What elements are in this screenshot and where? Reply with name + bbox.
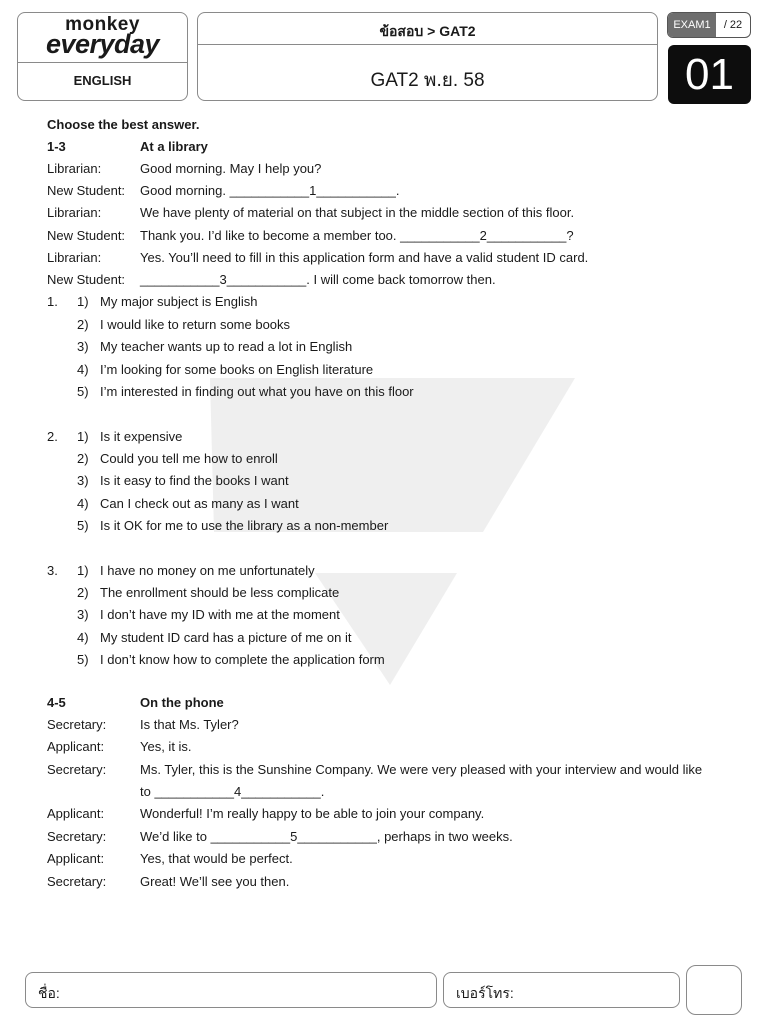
option-number: 4) (77, 362, 89, 377)
option-text: I’m interested in finding out what you have on this floor (100, 384, 414, 399)
utterance: Is that Ms. Tyler? (140, 717, 239, 732)
utterance: We’d like to ___________5___________, perhaps in two weeks. (140, 829, 513, 844)
speaker: New Student: (47, 228, 126, 243)
option-number: 1) (77, 429, 89, 444)
title-box (197, 12, 658, 101)
speaker: Librarian: (47, 250, 102, 265)
utterance: Good morning. May I help you? (140, 161, 322, 176)
logo-text-top: monkey (65, 14, 140, 35)
option-number: 5) (77, 384, 89, 399)
option-number: 4) (77, 630, 89, 645)
utterance: ___________3___________. I will come back tomorrow then. (140, 272, 496, 287)
logo-text-bottom: everyday (45, 29, 160, 59)
speaker: Applicant: (47, 806, 105, 821)
dialogue-line (47, 228, 747, 243)
speaker: Applicant: (47, 851, 105, 866)
option-text: My student ID card has a picture of me on it (100, 630, 352, 645)
logo-divider (18, 62, 187, 63)
option-number: 4) (77, 496, 89, 511)
option-text: I would like to return some books (100, 317, 291, 332)
option-number: 3) (77, 473, 89, 488)
exam-title: GAT2 พ.ย. 58 (370, 70, 485, 91)
option-text: I have no money on me unfortunately (100, 563, 315, 578)
dialogue-line (47, 806, 747, 821)
subject-label: ENGLISH (73, 73, 132, 88)
speaker: New Student: (47, 183, 126, 198)
instructions: Choose the best answer. (47, 117, 200, 132)
utterance: to ___________4___________. (140, 784, 325, 799)
section-range: 1-3 (47, 139, 66, 154)
option-text: Could you tell me how to enroll (100, 451, 278, 466)
option-number: 3) (77, 607, 89, 622)
brand-logo (18, 15, 187, 58)
section-heading (47, 695, 647, 710)
option-number: 2) (77, 585, 89, 600)
utterance: We have plenty of material on that subject in the middle section of this floor. (140, 205, 575, 220)
phone-label: เบอร์โทร: (456, 985, 514, 1001)
utterance: Wonderful! I’m really happy to be able to join your company. (140, 806, 485, 821)
dialogue-line (47, 874, 747, 889)
option-text: Is it OK for me to use the library as a non-member (100, 518, 389, 533)
dialogue-line (47, 205, 747, 220)
speaker: Secretary: (47, 762, 107, 777)
utterance: Thank you. I’d like to become a member too. ___________2___________? (140, 228, 574, 243)
option-number: 1) (77, 563, 89, 578)
dialogue-line (47, 762, 747, 777)
utterance: Yes, that would be perfect. (140, 851, 293, 866)
speaker: Secretary: (47, 717, 107, 732)
dialogue-line (47, 739, 747, 754)
page-indicator (667, 12, 751, 38)
option-number: 2) (77, 317, 89, 332)
option-text: The enrollment should be less complicate (100, 585, 340, 600)
option-number: 3) (77, 339, 89, 354)
question-number: 2. (47, 429, 58, 444)
exam-number: 01 (668, 45, 751, 104)
speaker: Librarian: (47, 161, 102, 176)
speaker: New Student: (47, 272, 126, 287)
speaker: Librarian: (47, 205, 102, 220)
score-box[interactable] (686, 965, 742, 1015)
utterance: Good morning. ___________1___________. (140, 183, 400, 198)
phone-field[interactable] (443, 972, 680, 1008)
name-label: ชื่อ: (38, 985, 60, 1001)
option-text: Is it expensive (100, 429, 183, 444)
question-number: 1. (47, 294, 58, 309)
utterance: Great! We’ll see you then. (140, 874, 290, 889)
dialogue-line (47, 272, 747, 287)
option-text: My teacher wants up to read a lot in English (100, 339, 353, 354)
dialogue-line (47, 161, 747, 176)
option-number: 5) (77, 518, 89, 533)
title-divider (198, 44, 657, 45)
option-text: I don’t have my ID with me at the moment (100, 607, 340, 622)
question-number: 3. (47, 563, 58, 578)
option-number: 1) (77, 294, 89, 309)
logo-box (17, 12, 188, 101)
speaker: Secretary: (47, 874, 107, 889)
utterance: Yes. You’ll need to fill in this application form and have a valid student ID card. (140, 250, 589, 265)
option-text: Can I check out as many as I want (100, 496, 299, 511)
option-text: I don’t know how to complete the application form (100, 652, 385, 667)
utterance: Ms. Tyler, this is the Sunshine Company. We were very pleased with your interview and would like (140, 762, 703, 777)
option-text: My major subject is English (100, 294, 258, 309)
dialogue-line (47, 717, 747, 732)
section-topic: On the phone (140, 695, 224, 710)
option-text: I’m looking for some books on English literature (100, 362, 374, 377)
utterance: Yes, it is. (140, 739, 192, 754)
option-number: 5) (77, 652, 89, 667)
dialogue-line (47, 250, 747, 265)
name-field[interactable] (25, 972, 437, 1008)
section-range: 4-5 (47, 695, 66, 710)
dialogue-line (47, 829, 747, 844)
dialogue-line (47, 183, 747, 198)
speaker: Applicant: (47, 739, 105, 754)
page-total: / 22 (723, 19, 743, 31)
speaker: Secretary: (47, 829, 107, 844)
dialogue-line (47, 851, 747, 866)
section-topic: At a library (140, 139, 208, 154)
page-label: EXAM1 (668, 13, 716, 37)
option-text: Is it easy to find the books I want (100, 473, 289, 488)
option-number: 2) (77, 451, 89, 466)
breadcrumb: ข้อสอบ > GAT2 (379, 23, 476, 39)
section-heading (47, 139, 647, 154)
